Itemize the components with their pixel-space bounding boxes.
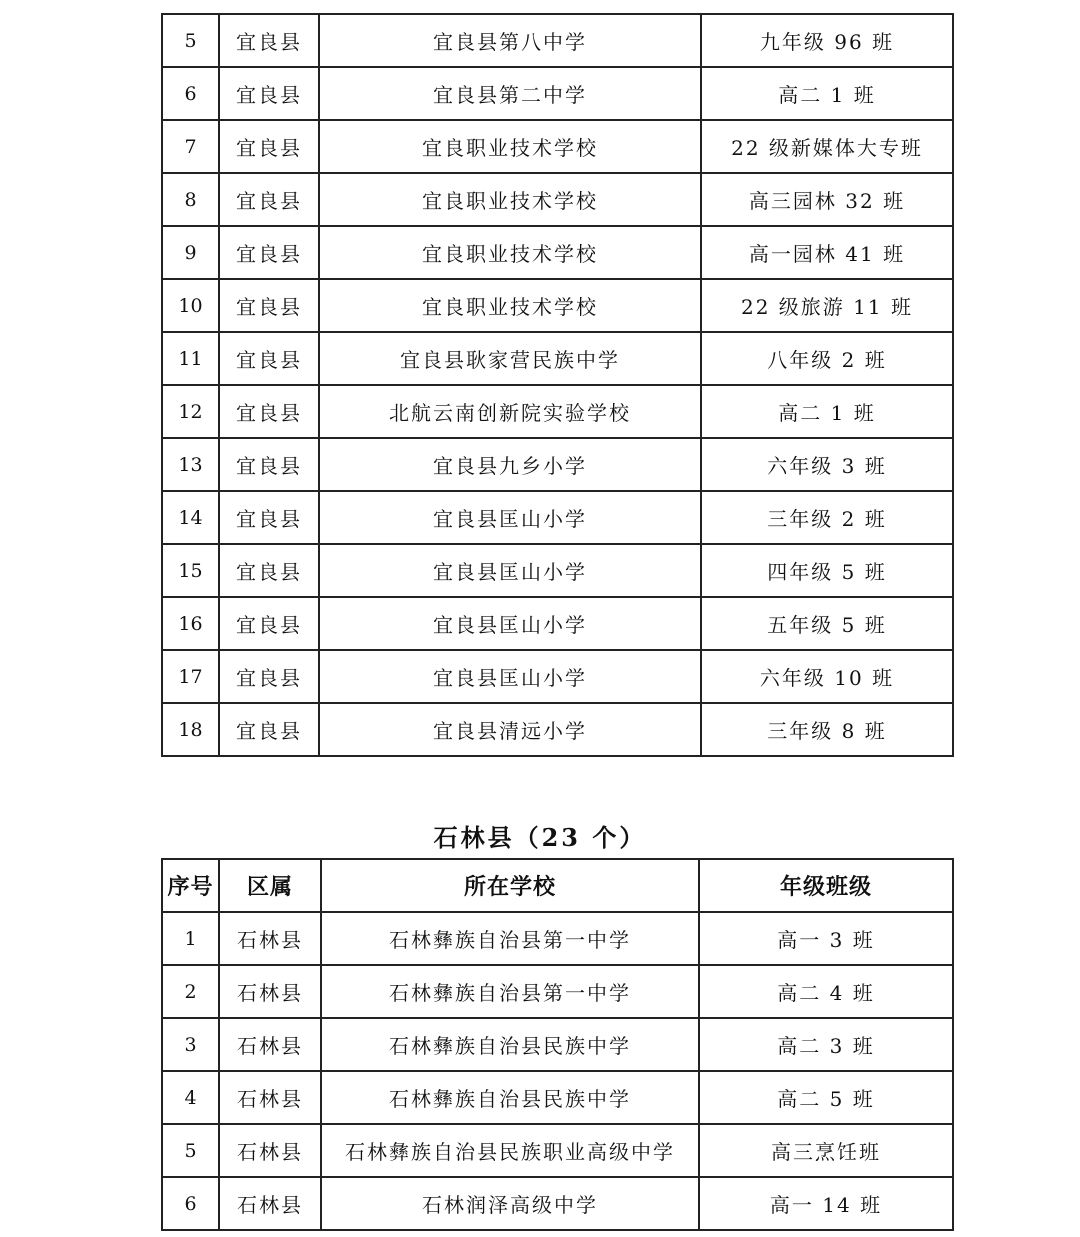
row-class: 八年级 2 班 bbox=[701, 332, 953, 385]
table-row bbox=[162, 912, 953, 965]
row-school: 宜良县匡山小学 bbox=[319, 597, 701, 650]
row-number: 13 bbox=[162, 438, 219, 491]
row-number: 2 bbox=[162, 965, 219, 1018]
table-row bbox=[162, 173, 953, 226]
row-class: 三年级 8 班 bbox=[701, 703, 953, 756]
row-class: 高二 1 班 bbox=[701, 385, 953, 438]
table-row bbox=[162, 1018, 953, 1071]
row-number: 10 bbox=[162, 279, 219, 332]
row-class: 高一园林 41 班 bbox=[701, 226, 953, 279]
row-district: 宜良县 bbox=[219, 703, 319, 756]
row-school: 宜良职业技术学校 bbox=[319, 173, 701, 226]
row-class: 22 级旅游 11 班 bbox=[701, 279, 953, 332]
row-class: 高三园林 32 班 bbox=[701, 173, 953, 226]
row-district: 宜良县 bbox=[219, 597, 319, 650]
row-school: 宜良县耿家营民族中学 bbox=[319, 332, 701, 385]
table-row bbox=[162, 544, 953, 597]
row-district: 宜良县 bbox=[219, 226, 319, 279]
row-district: 宜良县 bbox=[219, 491, 319, 544]
yiliang-school-table bbox=[161, 13, 954, 757]
row-district: 宜良县 bbox=[219, 279, 319, 332]
table-row bbox=[162, 279, 953, 332]
row-number: 4 bbox=[162, 1071, 219, 1124]
table-row bbox=[162, 1071, 953, 1124]
row-school: 宜良职业技术学校 bbox=[319, 279, 701, 332]
row-district: 宜良县 bbox=[219, 14, 319, 67]
row-class: 高二 1 班 bbox=[701, 67, 953, 120]
header-row bbox=[162, 859, 953, 912]
row-school: 宜良县第八中学 bbox=[319, 14, 701, 67]
header-school: 所在学校 bbox=[321, 859, 699, 912]
row-number: 5 bbox=[162, 14, 219, 67]
row-school: 石林彝族自治县民族中学 bbox=[321, 1018, 699, 1071]
shilin-table-header bbox=[162, 859, 953, 912]
row-number: 17 bbox=[162, 650, 219, 703]
row-class: 高三烹饪班 bbox=[699, 1124, 953, 1177]
table-row bbox=[162, 385, 953, 438]
row-class: 六年级 3 班 bbox=[701, 438, 953, 491]
row-school: 宜良职业技术学校 bbox=[319, 226, 701, 279]
row-school: 宜良职业技术学校 bbox=[319, 120, 701, 173]
table-row bbox=[162, 491, 953, 544]
row-district: 石林县 bbox=[219, 1018, 321, 1071]
row-class: 三年级 2 班 bbox=[701, 491, 953, 544]
row-class: 四年级 5 班 bbox=[701, 544, 953, 597]
row-number: 5 bbox=[162, 1124, 219, 1177]
row-number: 14 bbox=[162, 491, 219, 544]
row-number: 8 bbox=[162, 173, 219, 226]
row-school: 宜良县第二中学 bbox=[319, 67, 701, 120]
row-number: 6 bbox=[162, 67, 219, 120]
row-class: 高一 14 班 bbox=[699, 1177, 953, 1230]
table-row bbox=[162, 67, 953, 120]
row-district: 宜良县 bbox=[219, 67, 319, 120]
row-number: 1 bbox=[162, 912, 219, 965]
row-district: 宜良县 bbox=[219, 332, 319, 385]
row-district: 石林县 bbox=[219, 912, 321, 965]
shilin-section-title: 石林县（23 个） bbox=[433, 823, 647, 852]
row-district: 宜良县 bbox=[219, 173, 319, 226]
row-number: 9 bbox=[162, 226, 219, 279]
shilin-table-body bbox=[162, 912, 953, 1230]
row-school: 石林彝族自治县第一中学 bbox=[321, 912, 699, 965]
table-row bbox=[162, 703, 953, 756]
row-number: 16 bbox=[162, 597, 219, 650]
row-school: 北航云南创新院实验学校 bbox=[319, 385, 701, 438]
row-class: 高二 3 班 bbox=[699, 1018, 953, 1071]
table-row bbox=[162, 332, 953, 385]
row-number: 15 bbox=[162, 544, 219, 597]
row-school: 宜良县匡山小学 bbox=[319, 650, 701, 703]
row-number: 3 bbox=[162, 1018, 219, 1071]
row-school: 石林润泽高级中学 bbox=[321, 1177, 699, 1230]
row-number: 7 bbox=[162, 120, 219, 173]
row-district: 宜良县 bbox=[219, 438, 319, 491]
row-class: 高二 5 班 bbox=[699, 1071, 953, 1124]
row-school: 石林彝族自治县第一中学 bbox=[321, 965, 699, 1018]
row-class: 五年级 5 班 bbox=[701, 597, 953, 650]
row-number: 6 bbox=[162, 1177, 219, 1230]
row-district: 宜良县 bbox=[219, 120, 319, 173]
row-district: 宜良县 bbox=[219, 544, 319, 597]
row-school: 石林彝族自治县民族中学 bbox=[321, 1071, 699, 1124]
row-school: 石林彝族自治县民族职业高级中学 bbox=[321, 1124, 699, 1177]
row-class: 九年级 96 班 bbox=[701, 14, 953, 67]
row-school: 宜良县九乡小学 bbox=[319, 438, 701, 491]
yiliang-table-body bbox=[162, 14, 953, 756]
row-number: 18 bbox=[162, 703, 219, 756]
row-class: 六年级 10 班 bbox=[701, 650, 953, 703]
table-row bbox=[162, 1124, 953, 1177]
table-row bbox=[162, 438, 953, 491]
shilin-school-table bbox=[161, 858, 954, 1231]
row-school: 宜良县清远小学 bbox=[319, 703, 701, 756]
table-row bbox=[162, 965, 953, 1018]
table-row bbox=[162, 1177, 953, 1230]
row-district: 石林县 bbox=[219, 1177, 321, 1230]
row-district: 宜良县 bbox=[219, 385, 319, 438]
table-row bbox=[162, 597, 953, 650]
row-school: 宜良县匡山小学 bbox=[319, 491, 701, 544]
table-row bbox=[162, 120, 953, 173]
row-class: 22 级新媒体大专班 bbox=[701, 120, 953, 173]
header-no: 序号 bbox=[162, 859, 219, 912]
row-class: 高一 3 班 bbox=[699, 912, 953, 965]
row-school: 宜良县匡山小学 bbox=[319, 544, 701, 597]
header-district: 区属 bbox=[219, 859, 321, 912]
row-district: 石林县 bbox=[219, 1071, 321, 1124]
header-class: 年级班级 bbox=[699, 859, 953, 912]
row-district: 宜良县 bbox=[219, 650, 319, 703]
row-class: 高二 4 班 bbox=[699, 965, 953, 1018]
table-row bbox=[162, 650, 953, 703]
row-district: 石林县 bbox=[219, 1124, 321, 1177]
row-number: 12 bbox=[162, 385, 219, 438]
table-row bbox=[162, 226, 953, 279]
table-row bbox=[162, 14, 953, 67]
row-district: 石林县 bbox=[219, 965, 321, 1018]
row-number: 11 bbox=[162, 332, 219, 385]
